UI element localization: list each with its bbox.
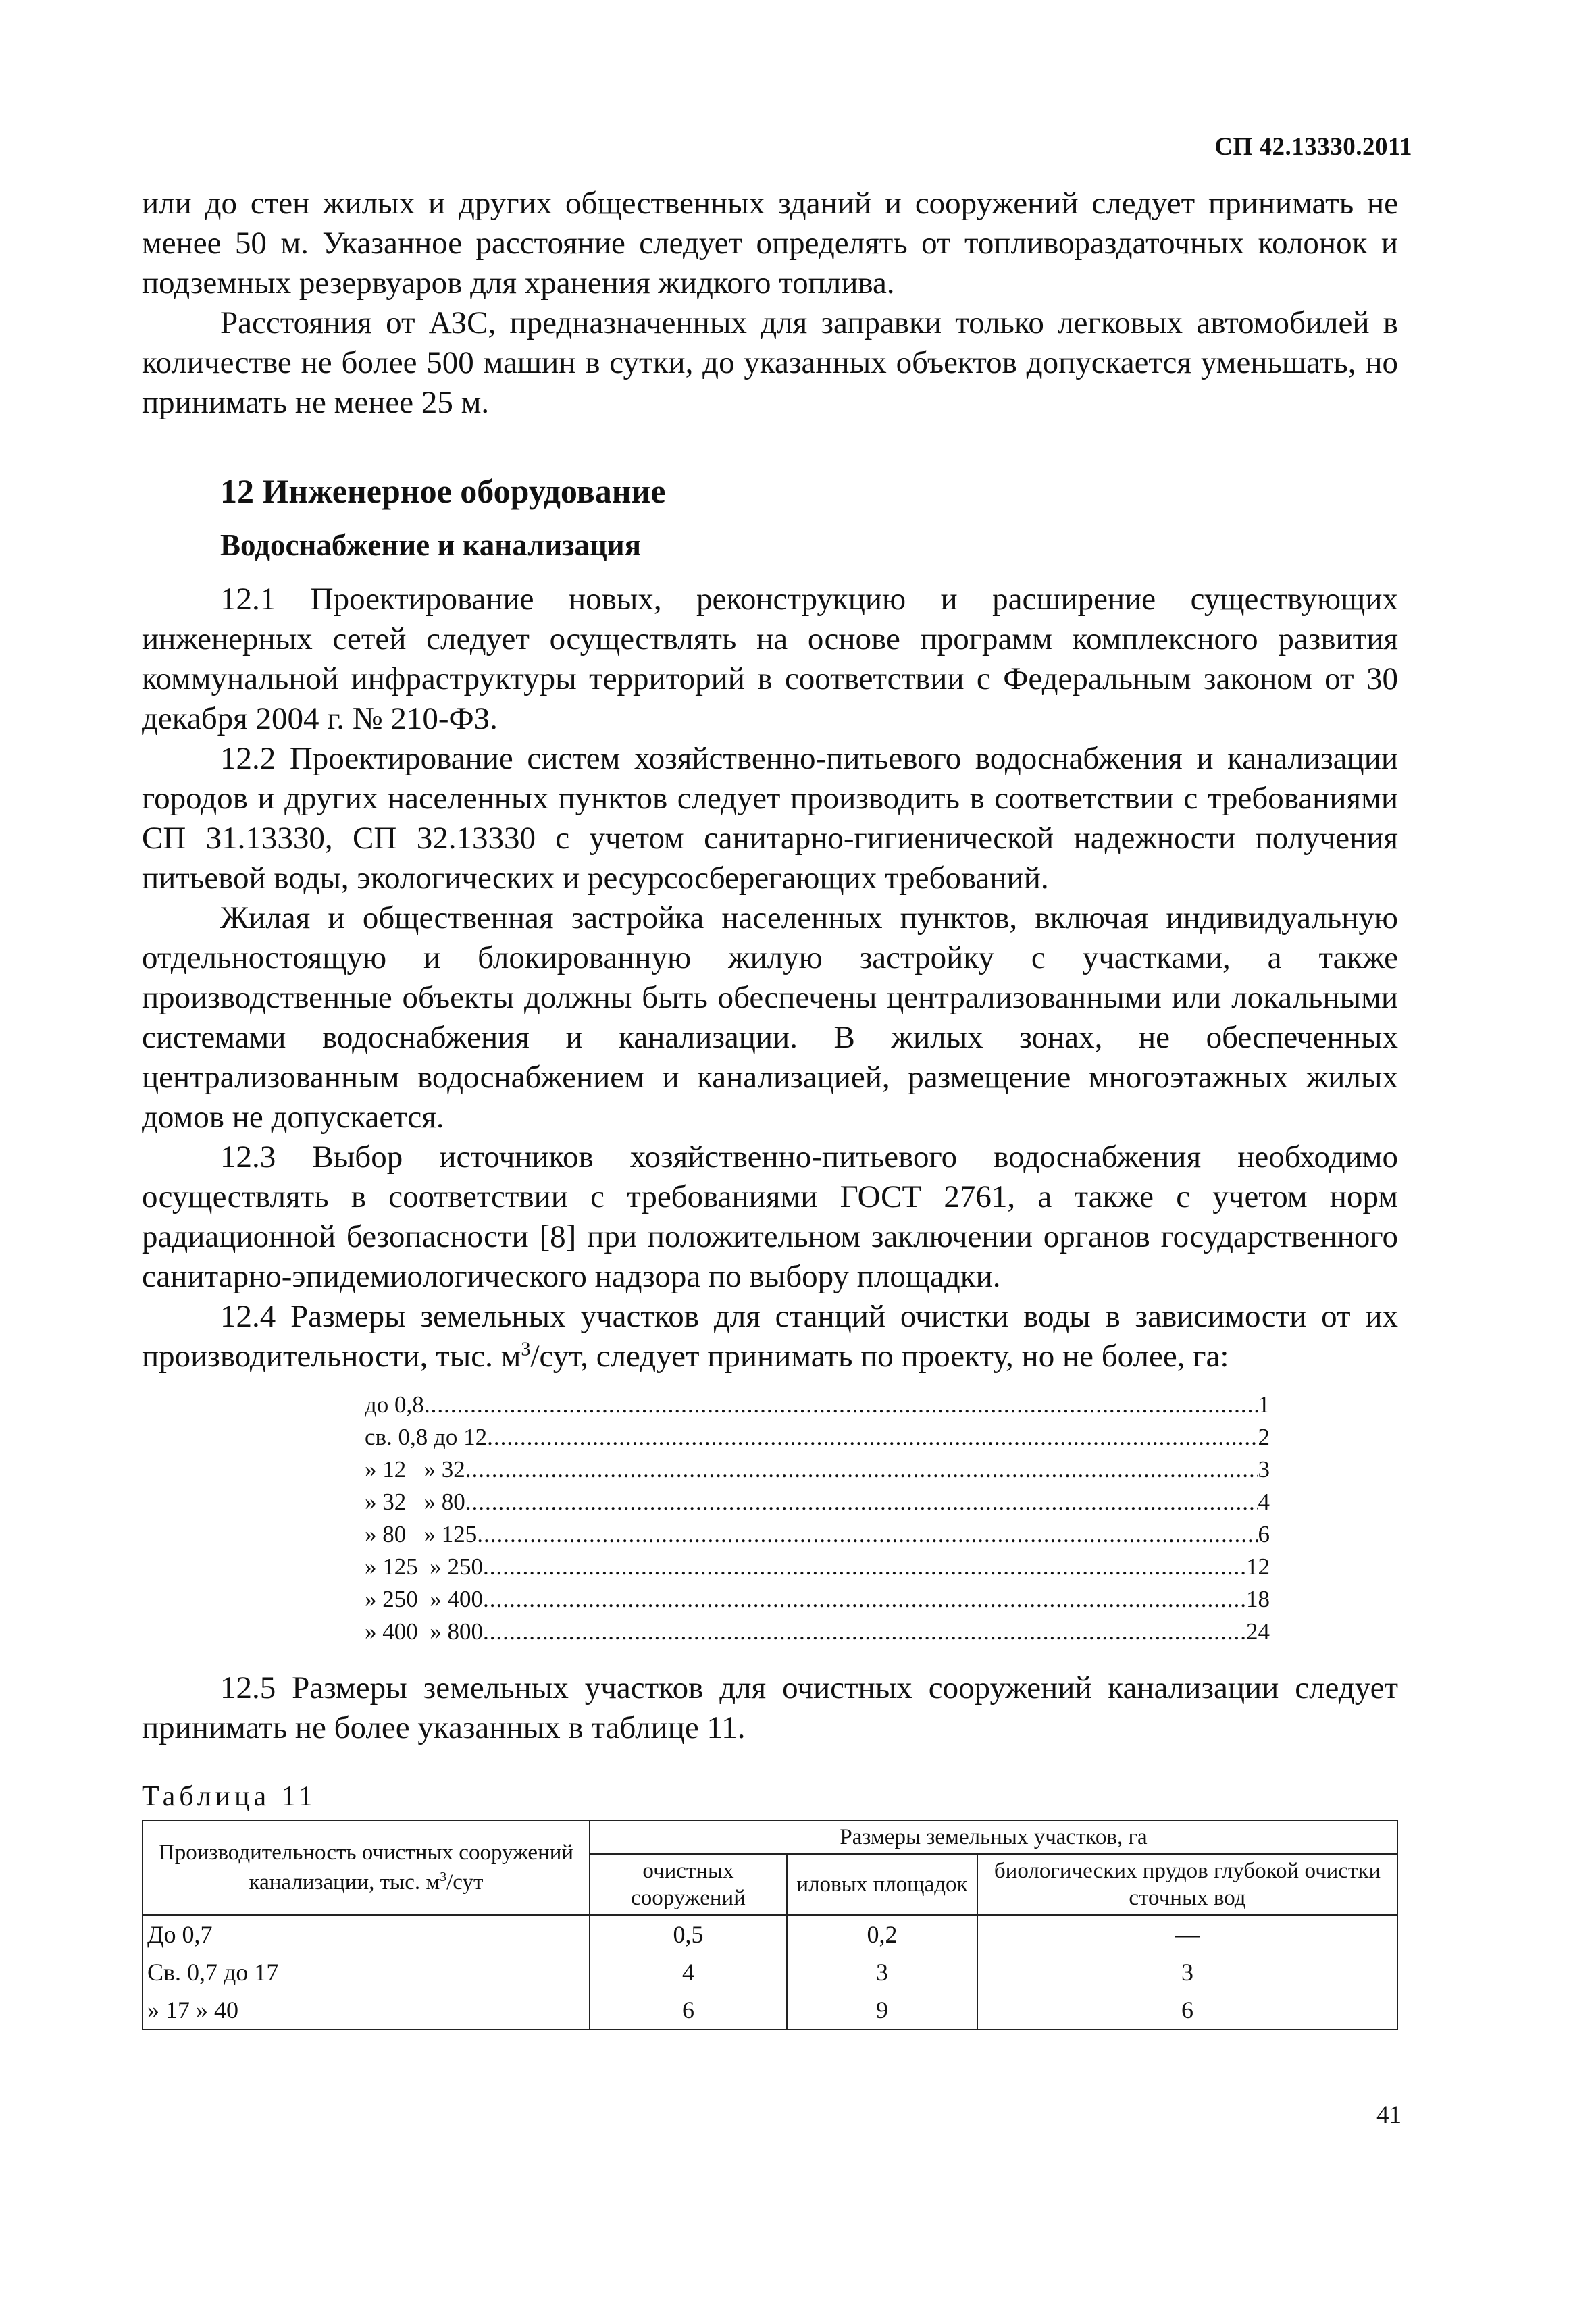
table-cell: 6 (590, 1991, 787, 2030)
table-cell: 0,5 (590, 1915, 787, 1953)
table-header-capacity-unit: /сут (446, 1870, 484, 1895)
land-size-value: 24 (1246, 1618, 1270, 1645)
table-cell: 4 (590, 1953, 787, 1991)
table-cell: — (977, 1915, 1397, 1953)
leader-dots (424, 1389, 1258, 1421)
section-subtitle: Водоснабжение и канализация (220, 528, 642, 562)
paragraph-12-2-continued: Жилая и общественная застройка населенных пунктов, включая индивидуальную отдельностоящую и блокированную жилую застройку с участками, а также производственные объекты должны быть обеспечены централизованными или локальными системами водоснабжения и канализации. В жилых зонах, не обеспеченных централизованным водоснабжением и канализацией, размещение многоэтажных жилых домов не допускается. (142, 900, 1398, 1135)
land-size-row (365, 1389, 1270, 1421)
section-title: 12 Инженерное оборудование (220, 472, 666, 510)
leader-dots (483, 1583, 1246, 1616)
land-size-range: » 250 » 400 (365, 1586, 483, 1612)
superscript-3: 3 (440, 1870, 447, 1884)
table-header-capacity-text: Производительность очистных сооружений канализации, тыс. м (158, 1841, 574, 1895)
land-size-row (365, 1486, 1270, 1518)
document-code: СП 42.13330.2011 (1214, 133, 1412, 161)
land-size-value: 6 (1258, 1521, 1270, 1547)
land-size-row (365, 1421, 1270, 1454)
land-sizes-list (365, 1389, 1270, 1648)
leader-dots (483, 1616, 1246, 1648)
table-subheader: очистных сооружений (590, 1854, 787, 1915)
table-row (143, 1915, 1397, 1953)
land-size-range: до 0,8 (365, 1391, 424, 1418)
table-cell: 3 (977, 1953, 1397, 1991)
land-size-value: 4 (1258, 1489, 1270, 1515)
land-size-range: » 80 » 125 (365, 1521, 478, 1547)
leader-dots (465, 1454, 1258, 1486)
table-row (143, 1991, 1397, 2030)
paragraph-12-1: 12.1 Проектирование новых, реконструкцию и расширение существующих инженерных сетей следует осуществлять на основе программ комплексного развития коммунальной инфраструктуры территорий в соответствии с Федеральным законом от 30 декабря 2004 г. № 210-ФЗ. (142, 582, 1398, 736)
land-size-value: 2 (1258, 1424, 1270, 1450)
land-size-row (365, 1583, 1270, 1616)
table-subheader: иловых площадок (787, 1854, 977, 1915)
table-row (143, 1953, 1397, 1991)
leader-dots (487, 1421, 1258, 1454)
paragraph-gas-stations: Расстояния от АЗС, предназначенных для заправки только легковых автомобилей в количестве не более 500 машин в сутки, до указанных объектов допускается уменьшать, но принимать не менее 25 м. (142, 305, 1398, 420)
leader-dots (483, 1551, 1246, 1583)
table-header-capacity (143, 1820, 590, 1915)
table-caption: Таблица 11 (142, 1781, 317, 1812)
table-cell: До 0,7 (143, 1915, 590, 1953)
land-size-range: » 32 » 80 (365, 1489, 465, 1515)
superscript-3: 3 (521, 1339, 531, 1360)
table-header-group: Размеры земельных участков, га (590, 1820, 1397, 1854)
paragraph-continuation: или до стен жилых и других общественных зданий и сооружений следует принимать не менее 50 м. Указанное расстояние следует определять от топливораздаточных колонок и подземных резервуаров для хранения жидкого топлива. (142, 186, 1398, 301)
paragraph-12-3: 12.3 Выбор источников хозяйственно-питьевого водоснабжения необходимо осуществлять в соответствии с требованиями ГОСТ 2761, а также с учетом норм радиационной безопасности [8] при положительном заключении органов государственного санитарно-эпидемиологического надзора по выбору площадки. (142, 1139, 1398, 1294)
page-body (142, 184, 1398, 2030)
paragraph-12-2: 12.2 Проектирование систем хозяйственно-питьевого водоснабжения и канализации городов и других населенных пунктов следует производить в соответствии с требованиями СП 31.13330, СП 32.13330 с учетом санитарно-гигиенической надежности получения питьевой воды, экологических и ресурсосберегающих требований. (142, 741, 1398, 896)
paragraph-12-4-text: 12.4 Размеры земельных участков для станций очистки воды в зависимости от их производительности, тыс. м (142, 1299, 1398, 1374)
leader-dots (465, 1486, 1258, 1518)
table-cell: 3 (787, 1953, 977, 1991)
table-cell: 6 (977, 1991, 1397, 2030)
paragraph-12-5: 12.5 Размеры земельных участков для очистных сооружений канализации следует принимать не более указанных в таблице 11. (142, 1670, 1398, 1745)
table-cell: 0,2 (787, 1915, 977, 1953)
land-size-value: 18 (1246, 1586, 1270, 1612)
land-size-range: св. 0,8 до 12 (365, 1424, 488, 1450)
paragraph-12-4-text-end: /сут, следует принимать по проекту, но не более, га: (530, 1339, 1229, 1374)
land-size-value: 3 (1258, 1456, 1270, 1483)
table-cell: » 17 » 40 (143, 1991, 590, 2030)
land-size-range: » 125 » 250 (365, 1553, 483, 1580)
paragraph-12-4 (142, 1297, 1398, 1377)
table-cell: Св. 0,7 до 17 (143, 1953, 590, 1991)
table-11 (142, 1820, 1398, 2030)
land-size-value: 1 (1258, 1391, 1270, 1418)
land-size-row (365, 1454, 1270, 1486)
land-size-range: » 12 » 32 (365, 1456, 465, 1483)
land-size-range: » 400 » 800 (365, 1618, 483, 1645)
land-size-row (365, 1616, 1270, 1648)
land-size-row (365, 1551, 1270, 1583)
table-subheader: биологических прудов глубокой очистки сточных вод (977, 1854, 1397, 1915)
table-cell: 9 (787, 1991, 977, 2030)
page-number: 41 (1376, 2101, 1401, 2129)
land-size-row (365, 1518, 1270, 1551)
land-size-value: 12 (1246, 1553, 1270, 1580)
leader-dots (477, 1518, 1258, 1551)
